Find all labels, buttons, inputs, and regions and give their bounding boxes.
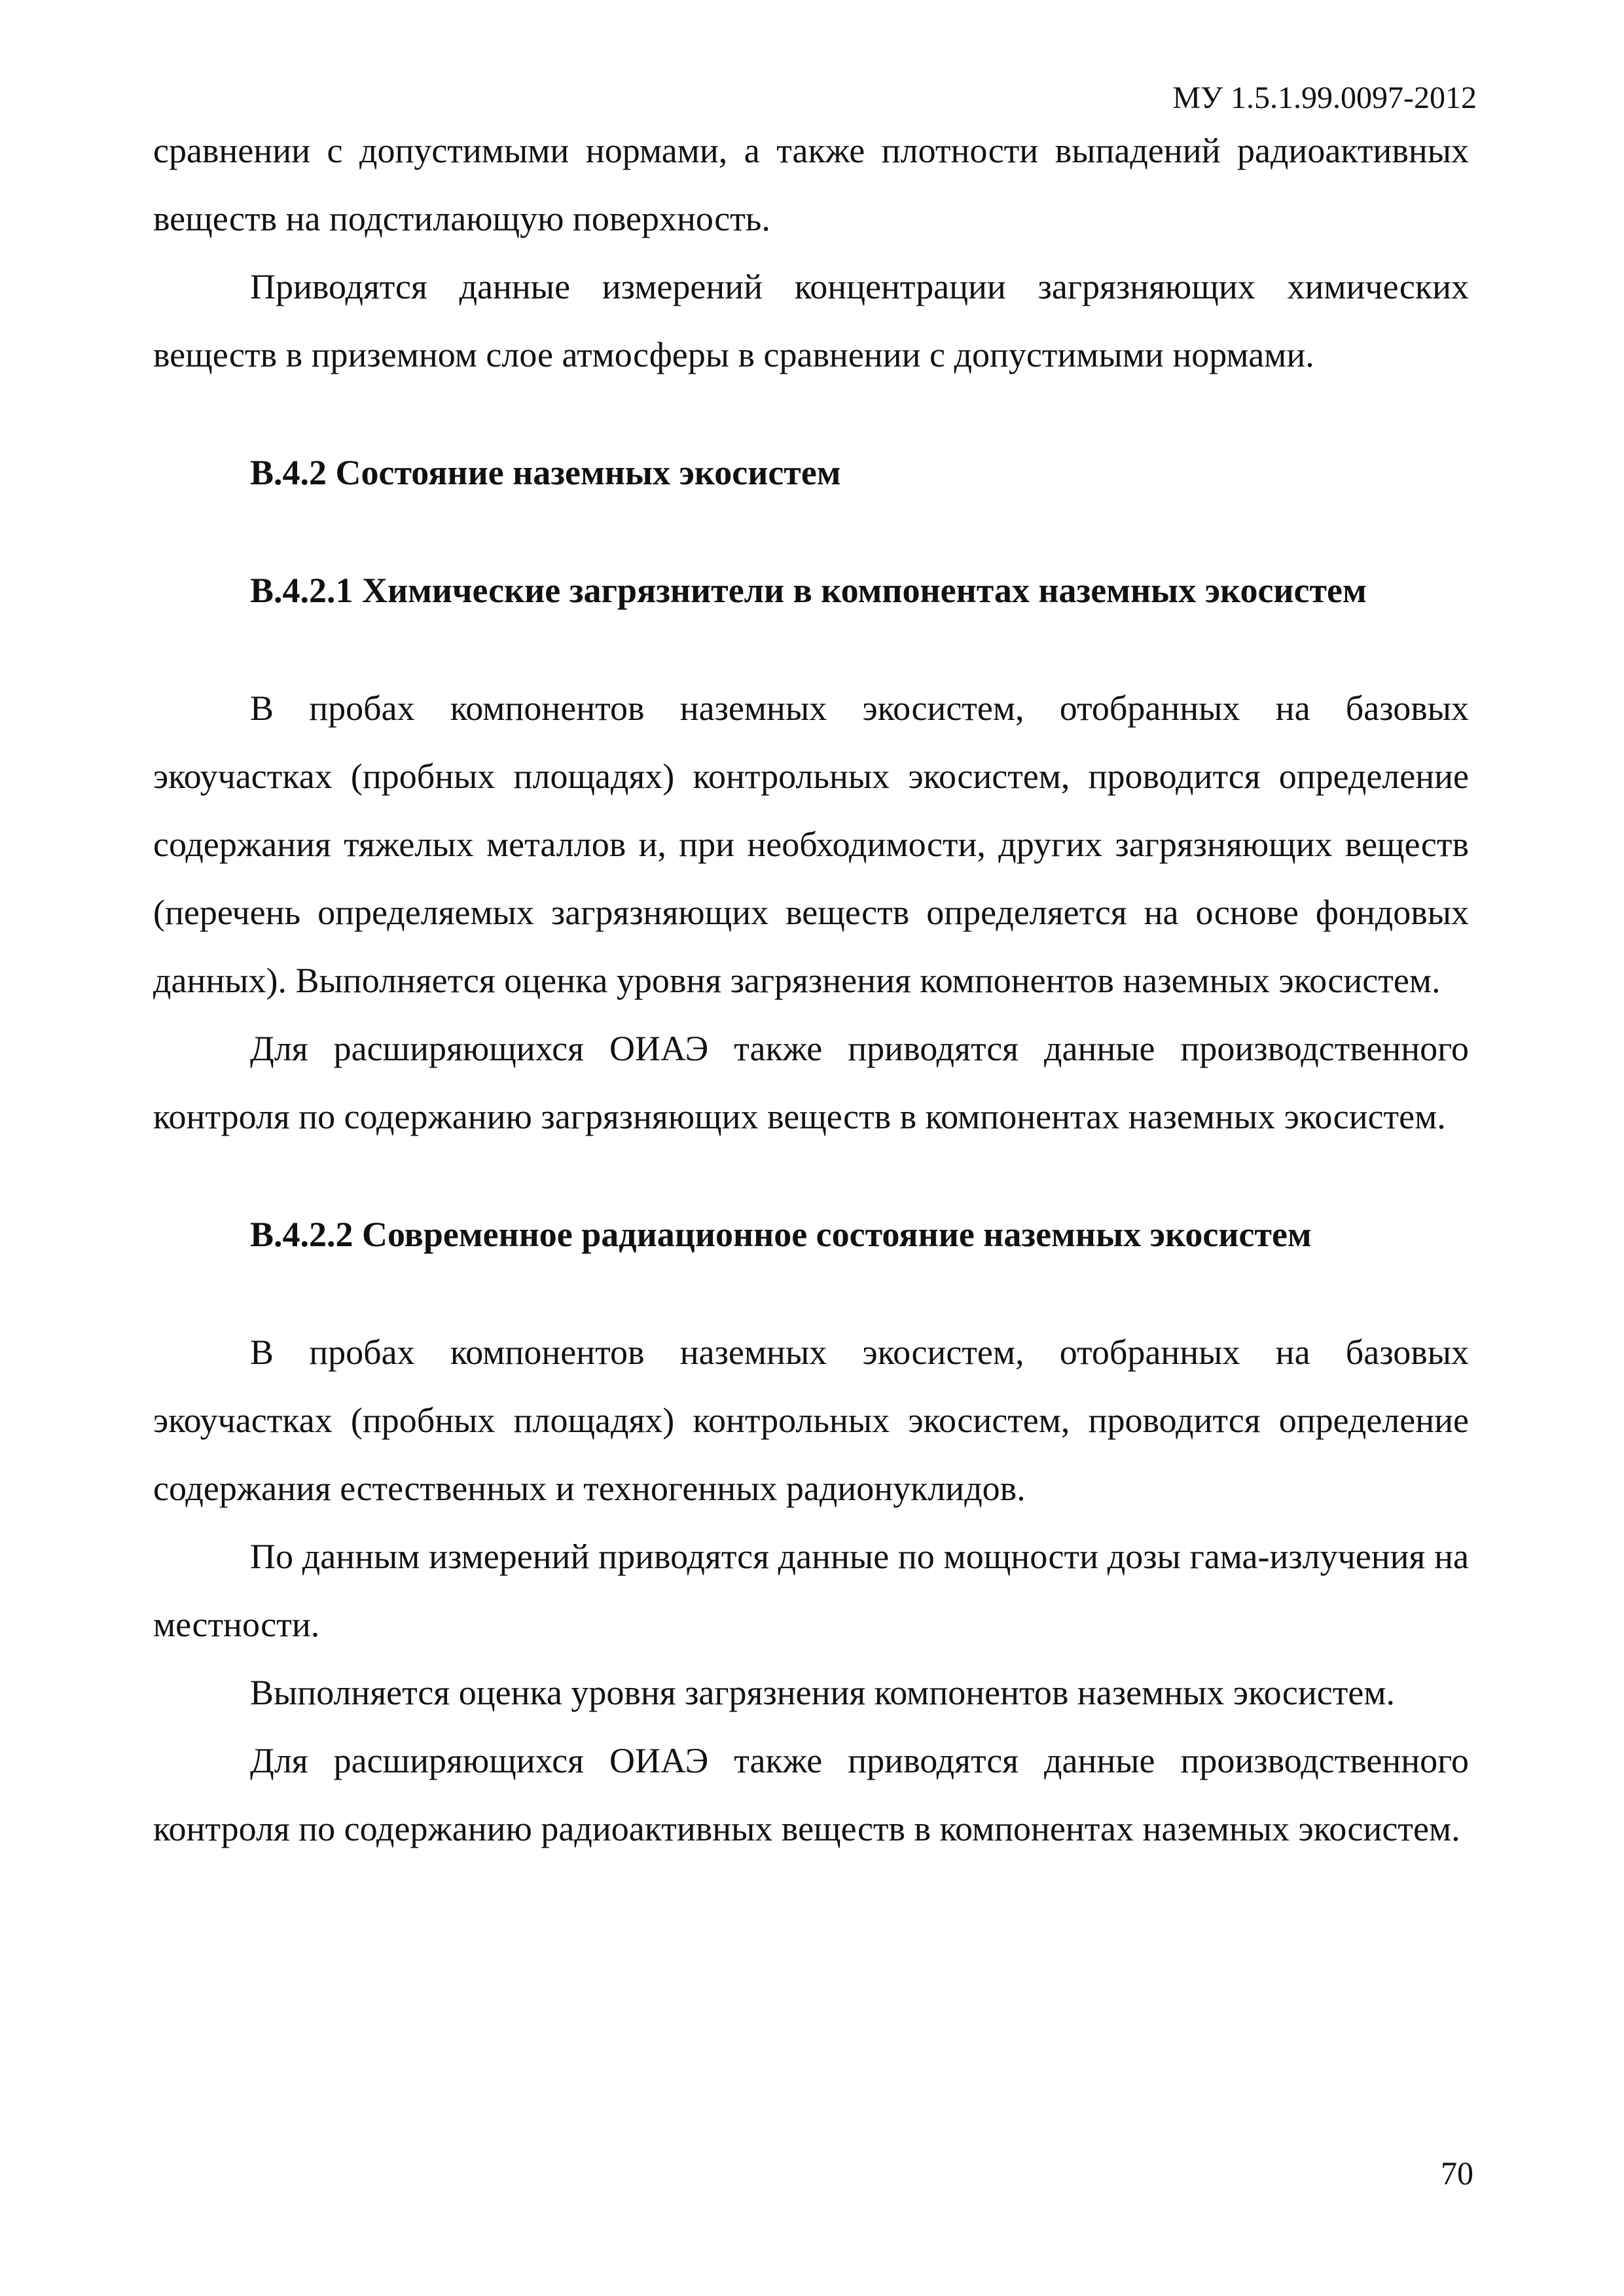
page-number: 70 <box>1441 2155 1473 2191</box>
page-content <box>153 117 1469 1863</box>
paragraph-continuation: сравнении с допустимыми нормами, а также плотности выпадений радиоактивных веществ на подстилающую поверхность. <box>153 131 1469 238</box>
paragraph-b-4-2-2-samples: В пробах компонентов наземных экосистем, отобранных на базовых экоучастках (пробных площадях) контрольных экосистем, проводится определение содержания естественных и техногенных радионуклидов. <box>153 1333 1469 1508</box>
paragraph-b-4-2-2-production-control: Для расширяющихся ОИАЭ также приводятся данные производственного контроля по содержанию радиоактивных веществ в компонентах наземных экосистем. <box>153 1741 1469 1848</box>
document-code: МУ 1.5.1.99.0097-2012 <box>1172 81 1477 115</box>
paragraph-b-4-2-1-production-control: Для расширяющихся ОИАЭ также приводятся данные производственного контроля по содержанию загрязняющих веществ в компонентах наземных экосистем. <box>153 1029 1469 1136</box>
heading-b-4-2-2: В.4.2.2 Современное радиационное состояние наземных экосистем <box>250 1215 1312 1254</box>
paragraph-b-4-2-1-samples: В пробах компонентов наземных экосистем, отобранных на базовых экоучастках (пробных площадях) контрольных экосистем, проводится определение содержания тяжелых металлов и, при необходимости, других загрязняющих веществ (перечень определяемых загрязняющих веществ определяется на основе фондовых данных). Выполняется оценка уровня загрязнения компонентов наземных экосистем. <box>153 689 1469 1000</box>
paragraph-b-4-2-2-assessment: Выполняется оценка уровня загрязнения компонентов наземных экосистем. <box>250 1673 1395 1712</box>
heading-b-4-2-1: В.4.2.1 Химические загрязнители в компонентах наземных экосистем <box>250 571 1367 610</box>
paragraph-b-4-2-2-gamma-dose: По данным измерений приводятся данные по мощности дозы гама-излучения на местности. <box>153 1537 1469 1644</box>
paragraph-chemical-air: Приводятся данные измерений концентрации загрязняющих химических веществ в приземном слое атмосферы в сравнении с допустимыми нормами. <box>153 267 1469 374</box>
heading-b-4-2: В.4.2 Состояние наземных экосистем <box>250 453 841 492</box>
